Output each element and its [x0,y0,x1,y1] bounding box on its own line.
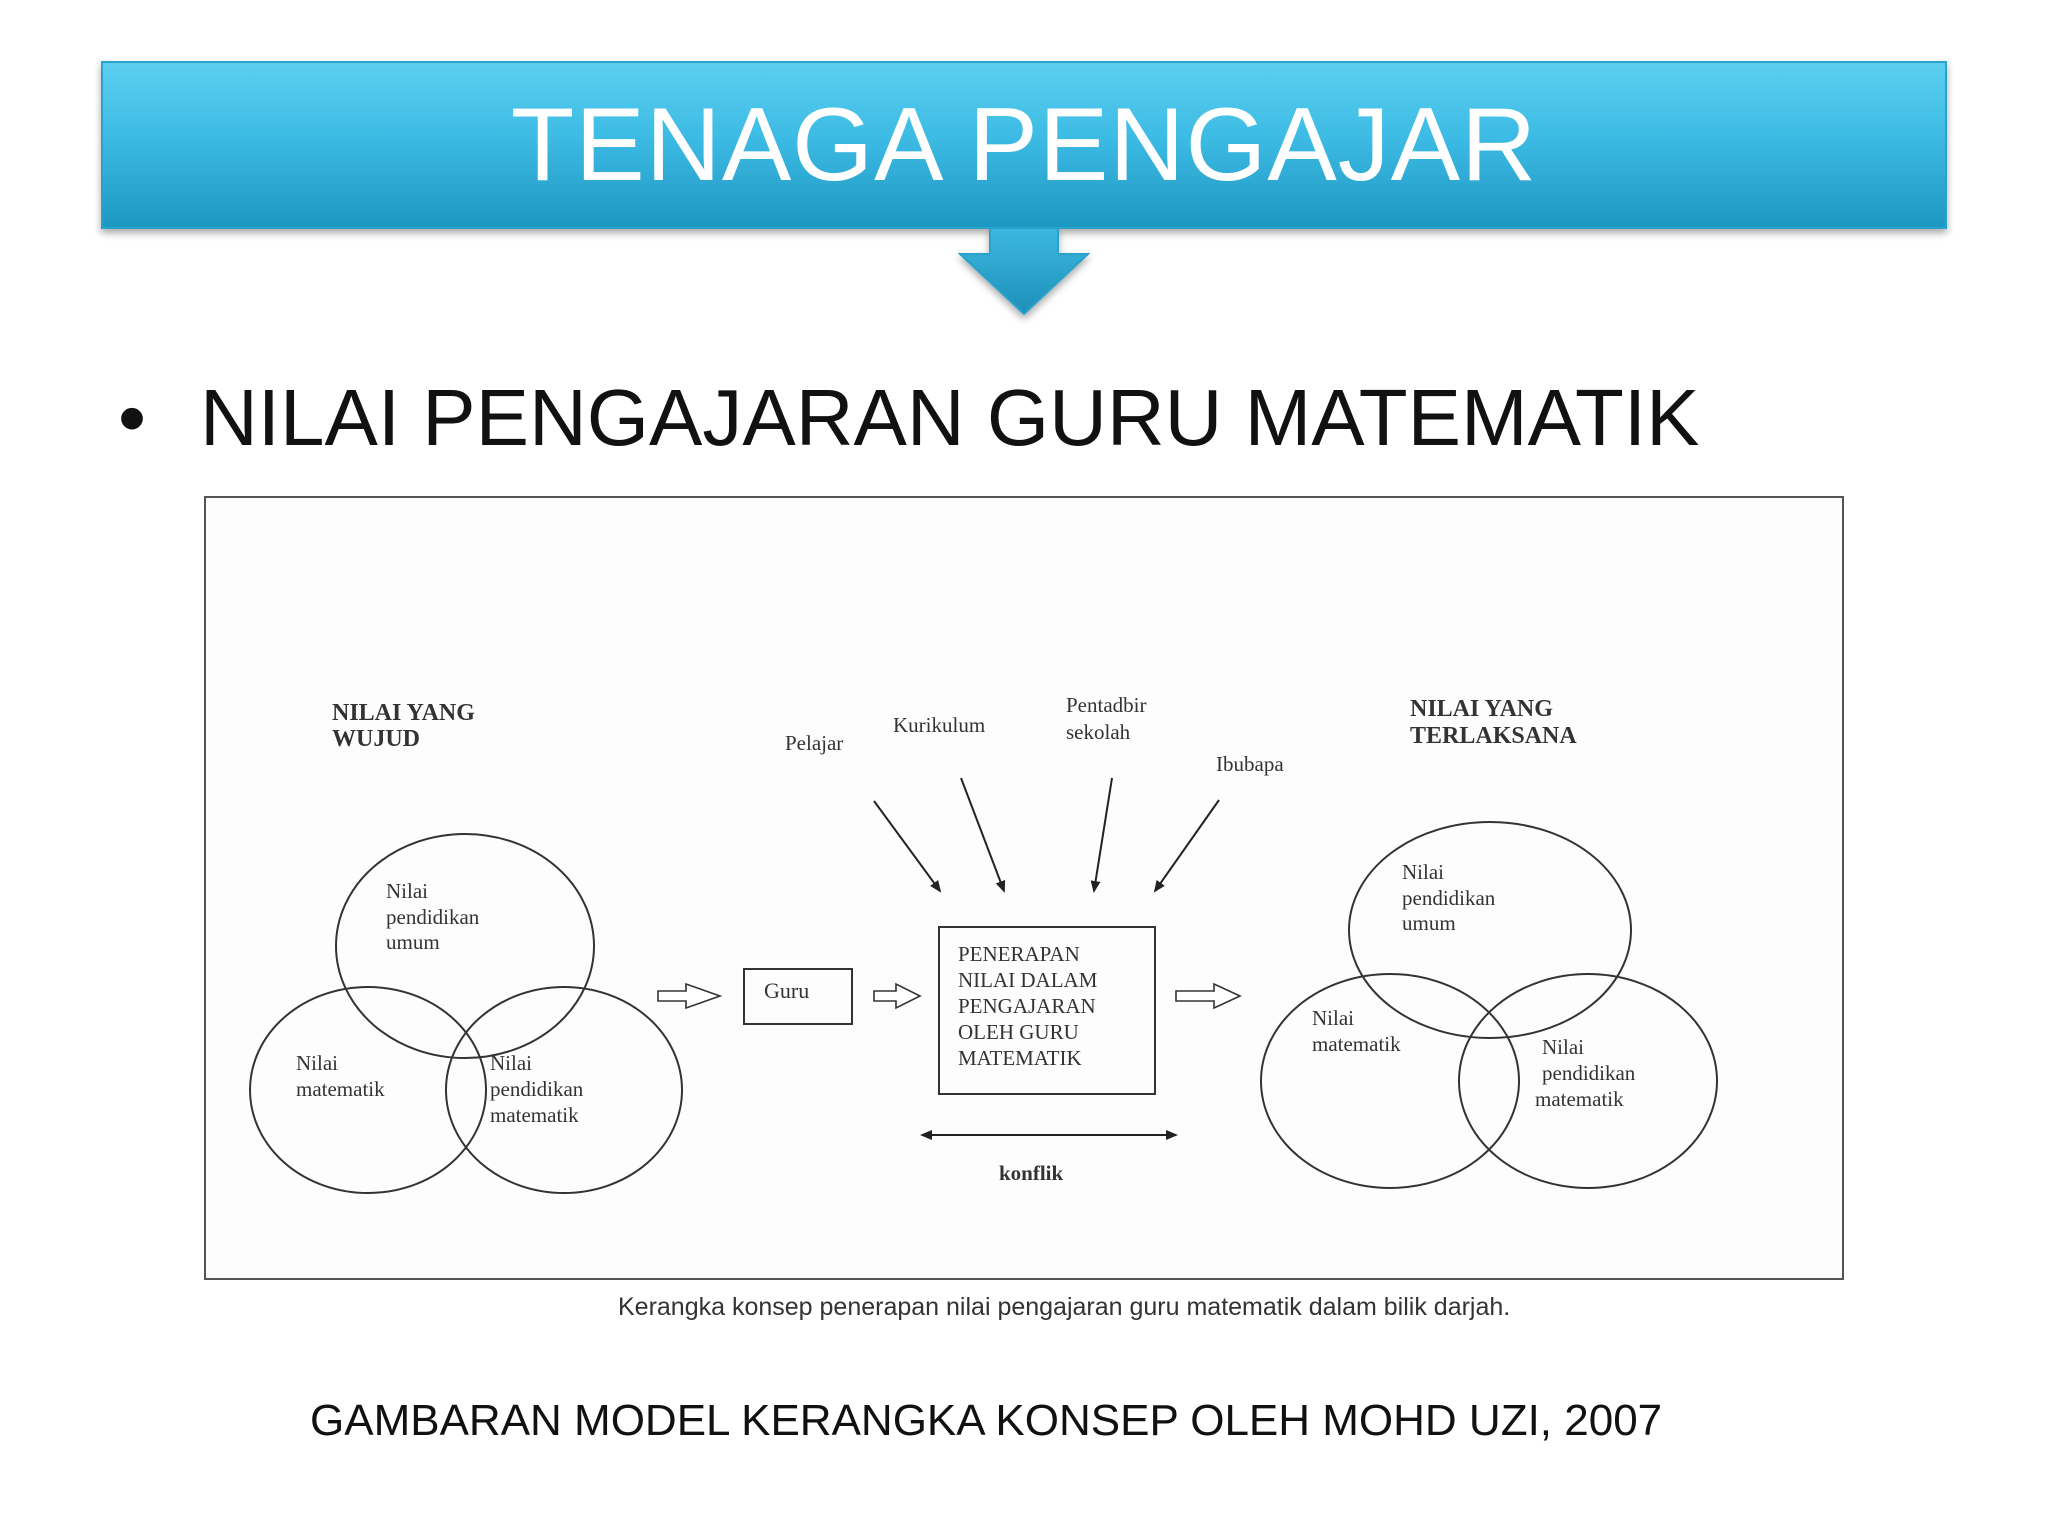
framework-diagram [204,496,1844,1280]
left-top-line3: umum [386,930,440,954]
right-top-line3: umum [1402,911,1456,935]
footer-credit: GAMBARAN MODEL KERANGKA KONSEP OLEH MOHD UZI, 2007 [310,1396,1663,1445]
left-heading-line2: WUJUD [332,726,420,752]
right-circle-general-education [1349,822,1631,1038]
right-br-line1: Nilai [1542,1035,1584,1059]
arrow-pelajar [874,801,940,891]
right-bl-line1: Nilai [1312,1006,1354,1030]
center-line4: OLEH GURU [958,1020,1079,1044]
slide-title: TENAGA PENGAJAR [510,87,1538,203]
arrow-pentadbir [1094,778,1112,891]
right-top-line1: Nilai [1402,860,1444,884]
label-kurikulum: Kurikulum [893,713,986,737]
label-pentadbir-line1: Pentadbir [1066,693,1147,717]
conflict-label: konflik [999,1161,1064,1185]
right-br-line3: matematik [1535,1087,1624,1111]
left-heading-line1: NILAI YANG [332,700,475,726]
diagram-canvas [206,498,1842,1278]
arrow-ibubapa [1155,800,1219,891]
right-heading-line1: NILAI YANG [1410,696,1553,722]
figure-caption: Kerangka konsep penerapan nilai pengajaran guru matematik dalam bilik darjah. [618,1293,1511,1321]
right-br-line2: pendidikan [1542,1061,1636,1085]
left-top-line1: Nilai [386,879,428,903]
arrow-kurikulum [961,778,1004,891]
center-line1: PENERAPAN [958,942,1080,966]
center-line2: NILAI DALAM [958,968,1098,992]
left-bl-line2: matematik [296,1077,385,1101]
left-br-line3: matematik [490,1103,579,1127]
left-br-line1: Nilai [490,1051,532,1075]
center-line5: MATEMATIK [958,1046,1082,1070]
left-bl-line1: Nilai [296,1051,338,1075]
bullet-point [118,372,1699,464]
guru-label: Guru [764,978,810,1003]
left-circle-general-education [336,834,594,1058]
hollow-arrow-to-center [874,984,920,1008]
right-top-line2: pendidikan [1402,886,1496,910]
label-ibubapa: Ibubapa [1216,752,1284,776]
right-heading-line2: TERLAKSANA [1410,723,1577,749]
label-pelajar: Pelajar [785,731,844,755]
left-top-line2: pendidikan [386,905,480,929]
right-bl-line2: matematik [1312,1032,1401,1056]
bullet-symbol: • [118,373,147,462]
hollow-arrow-to-right [1176,984,1240,1008]
label-pentadbir-line2: sekolah [1066,720,1131,744]
left-br-line2: pendidikan [490,1077,584,1101]
bullet-text: NILAI PENGAJARAN GURU MATEMATIK [200,373,1700,462]
center-line3: PENGAJARAN [958,994,1096,1018]
hollow-arrow-to-guru [658,984,720,1008]
